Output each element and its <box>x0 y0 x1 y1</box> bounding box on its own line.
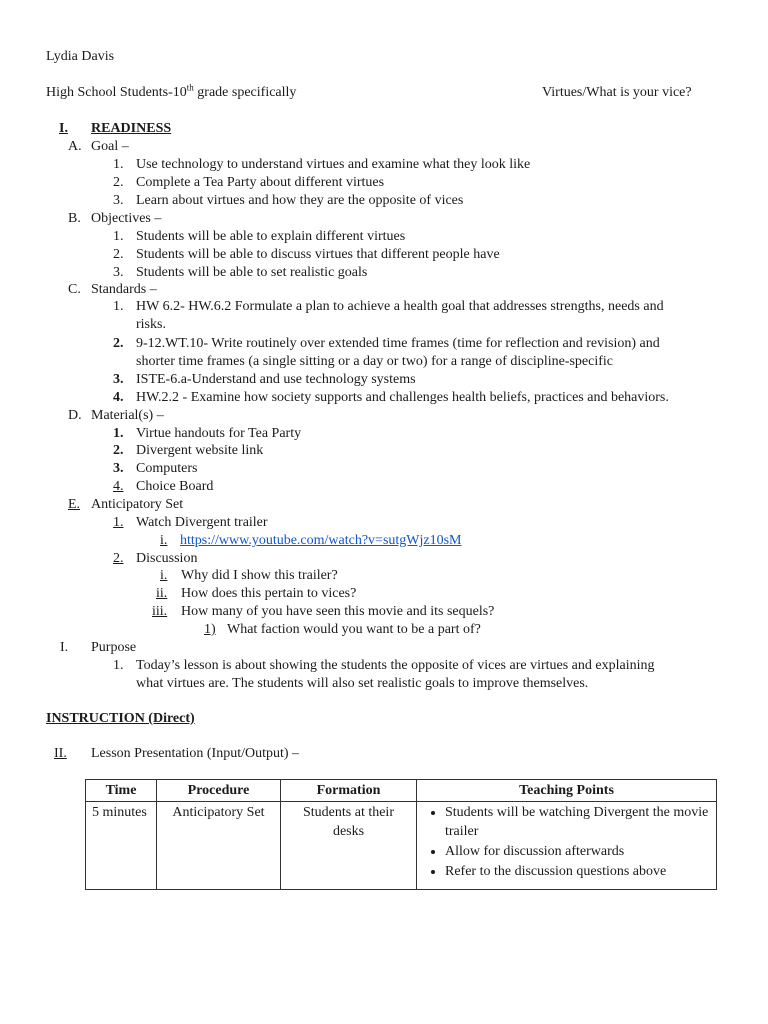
goal-item: Use technology to understand virtues and examine what they look like <box>136 157 531 172</box>
readiness-numeral: I. <box>59 121 68 136</box>
list-item: • Refer to the discussion questions above <box>445 862 710 881</box>
objective-num-3: 3. <box>113 265 124 280</box>
audience-text: High School Students-10 <box>46 85 187 100</box>
material-num-3: 3. <box>113 461 124 476</box>
readiness-heading: READINESS <box>91 121 172 136</box>
teaching-points-list <box>423 803 710 881</box>
table-row <box>86 802 717 890</box>
instruction-heading: INSTRUCTION (Direct) <box>46 711 195 726</box>
author-name: Lydia Davis <box>46 49 115 64</box>
anticipatory-item: Watch Divergent trailer <box>136 515 268 530</box>
audience-line <box>46 84 296 102</box>
goal-item: Complete a Tea Party about different virtues <box>136 175 385 190</box>
objective-num-1: 1. <box>113 229 124 244</box>
header-formation: Formation <box>281 780 417 802</box>
material-num-4: 4. <box>113 479 124 494</box>
trailer-link[interactable]: https://www.youtube.com/watch?v=sutgWjz10sM <box>180 533 462 548</box>
question-sub-1: 1) <box>204 622 216 637</box>
standard-num-1: 1. <box>113 299 124 314</box>
standard-num-3: 3. <box>113 372 124 387</box>
audience-superscript: th <box>186 82 194 93</box>
header-time: Time <box>86 780 157 802</box>
standard-item: HW.2.2 - Examine how society supports and challenges health beliefs, practices and behaviors. <box>136 390 669 405</box>
objective-item: Students will be able to set realistic goals <box>136 265 368 280</box>
material-item: Virtue handouts for Tea Party <box>136 426 302 441</box>
materials-letter: D. <box>68 408 82 423</box>
standard-item: ISTE-6.a-Understand and use technology systems <box>136 372 416 387</box>
purpose-numeral: I. <box>60 640 69 655</box>
standard-item-cont: shorter time frames (a single sitting or a day or two) for a range of discipline-specific <box>136 354 614 369</box>
goal-letter: A. <box>68 139 82 154</box>
question-roman-1: i. <box>160 568 168 583</box>
anticipatory-item: Discussion <box>136 551 198 566</box>
anticipatory-num-1: 1. <box>113 515 124 530</box>
purpose-text-cont: what virtues are. The students will also set realistic goals to improve themselves. <box>136 676 589 691</box>
anticipatory-letter: E. <box>68 497 81 512</box>
objective-item: Students will be able to explain different virtues <box>136 229 406 244</box>
material-item: Choice Board <box>136 479 214 494</box>
objective-num-2: 2. <box>113 247 124 262</box>
goal-label: Goal – <box>91 139 129 154</box>
objectives-letter: B. <box>68 211 81 226</box>
discussion-question: How does this pertain to vices? <box>181 586 357 601</box>
lesson-numeral: II. <box>54 746 67 761</box>
list-item: • Students will be watching Divergent the movie trailer <box>445 803 710 841</box>
material-num-1: 1. <box>113 426 124 441</box>
objectives-label: Objectives – <box>91 211 162 226</box>
purpose-label: Purpose <box>91 640 137 655</box>
goal-num-3: 3. <box>113 193 124 208</box>
anticipatory-label: Anticipatory Set <box>91 497 184 512</box>
discussion-subquestion: What faction would you want to be a part of? <box>227 622 481 637</box>
goal-item: Learn about virtues and how they are the opposite of vices <box>136 193 464 208</box>
header-procedure: Procedure <box>157 780 281 802</box>
table-header-row <box>86 780 717 802</box>
standard-num-4: 4. <box>113 390 124 405</box>
cell-formation: Students at their desks <box>281 802 417 890</box>
purpose-text: Today’s lesson is about showing the students the opposite of vices are virtues and explaining <box>136 658 655 673</box>
standard-item: HW 6.2- HW.6.2 Formulate a plan to achieve a health goal that addresses strengths, needs and <box>136 299 664 314</box>
anticipatory-num-2: 2. <box>113 551 124 566</box>
audience-text-end: grade specifically <box>193 85 297 100</box>
purpose-num-1: 1. <box>113 658 124 673</box>
discussion-question: Why did I show this trailer? <box>181 568 338 583</box>
header-teaching-points: Teaching Points <box>417 780 717 802</box>
anticipatory-roman-1: i. <box>160 533 168 548</box>
standard-item-cont: risks. <box>136 317 166 332</box>
cell-time: 5 minutes <box>86 802 157 890</box>
question-roman-2: ii. <box>156 586 168 601</box>
discussion-question: How many of you have seen this movie and its sequels? <box>181 604 495 619</box>
lesson-topic: Virtues/What is your vice? <box>542 85 692 100</box>
question-roman-3: iii. <box>152 604 168 619</box>
objective-item: Students will be able to discuss virtues that different people have <box>136 247 500 262</box>
list-item: • Allow for discussion afterwards <box>445 842 710 861</box>
material-item: Computers <box>136 461 198 476</box>
cell-teaching-points <box>417 802 717 890</box>
standard-num-2: 2. <box>113 336 124 351</box>
standard-item: 9-12.WT.10- Write routinely over extended time frames (time for reflection and revision) and <box>136 336 660 351</box>
cell-procedure: Anticipatory Set <box>157 802 281 890</box>
standards-label: Standards – <box>91 282 157 297</box>
material-num-2: 2. <box>113 443 124 458</box>
goal-num-2: 2. <box>113 175 124 190</box>
lesson-presentation-label: Lesson Presentation (Input/Output) – <box>91 746 300 761</box>
materials-label: Material(s) – <box>91 408 164 423</box>
standards-letter: C. <box>68 282 81 297</box>
lesson-table <box>85 779 717 890</box>
material-item: Divergent website link <box>136 443 264 458</box>
goal-num-1: 1. <box>113 157 124 172</box>
